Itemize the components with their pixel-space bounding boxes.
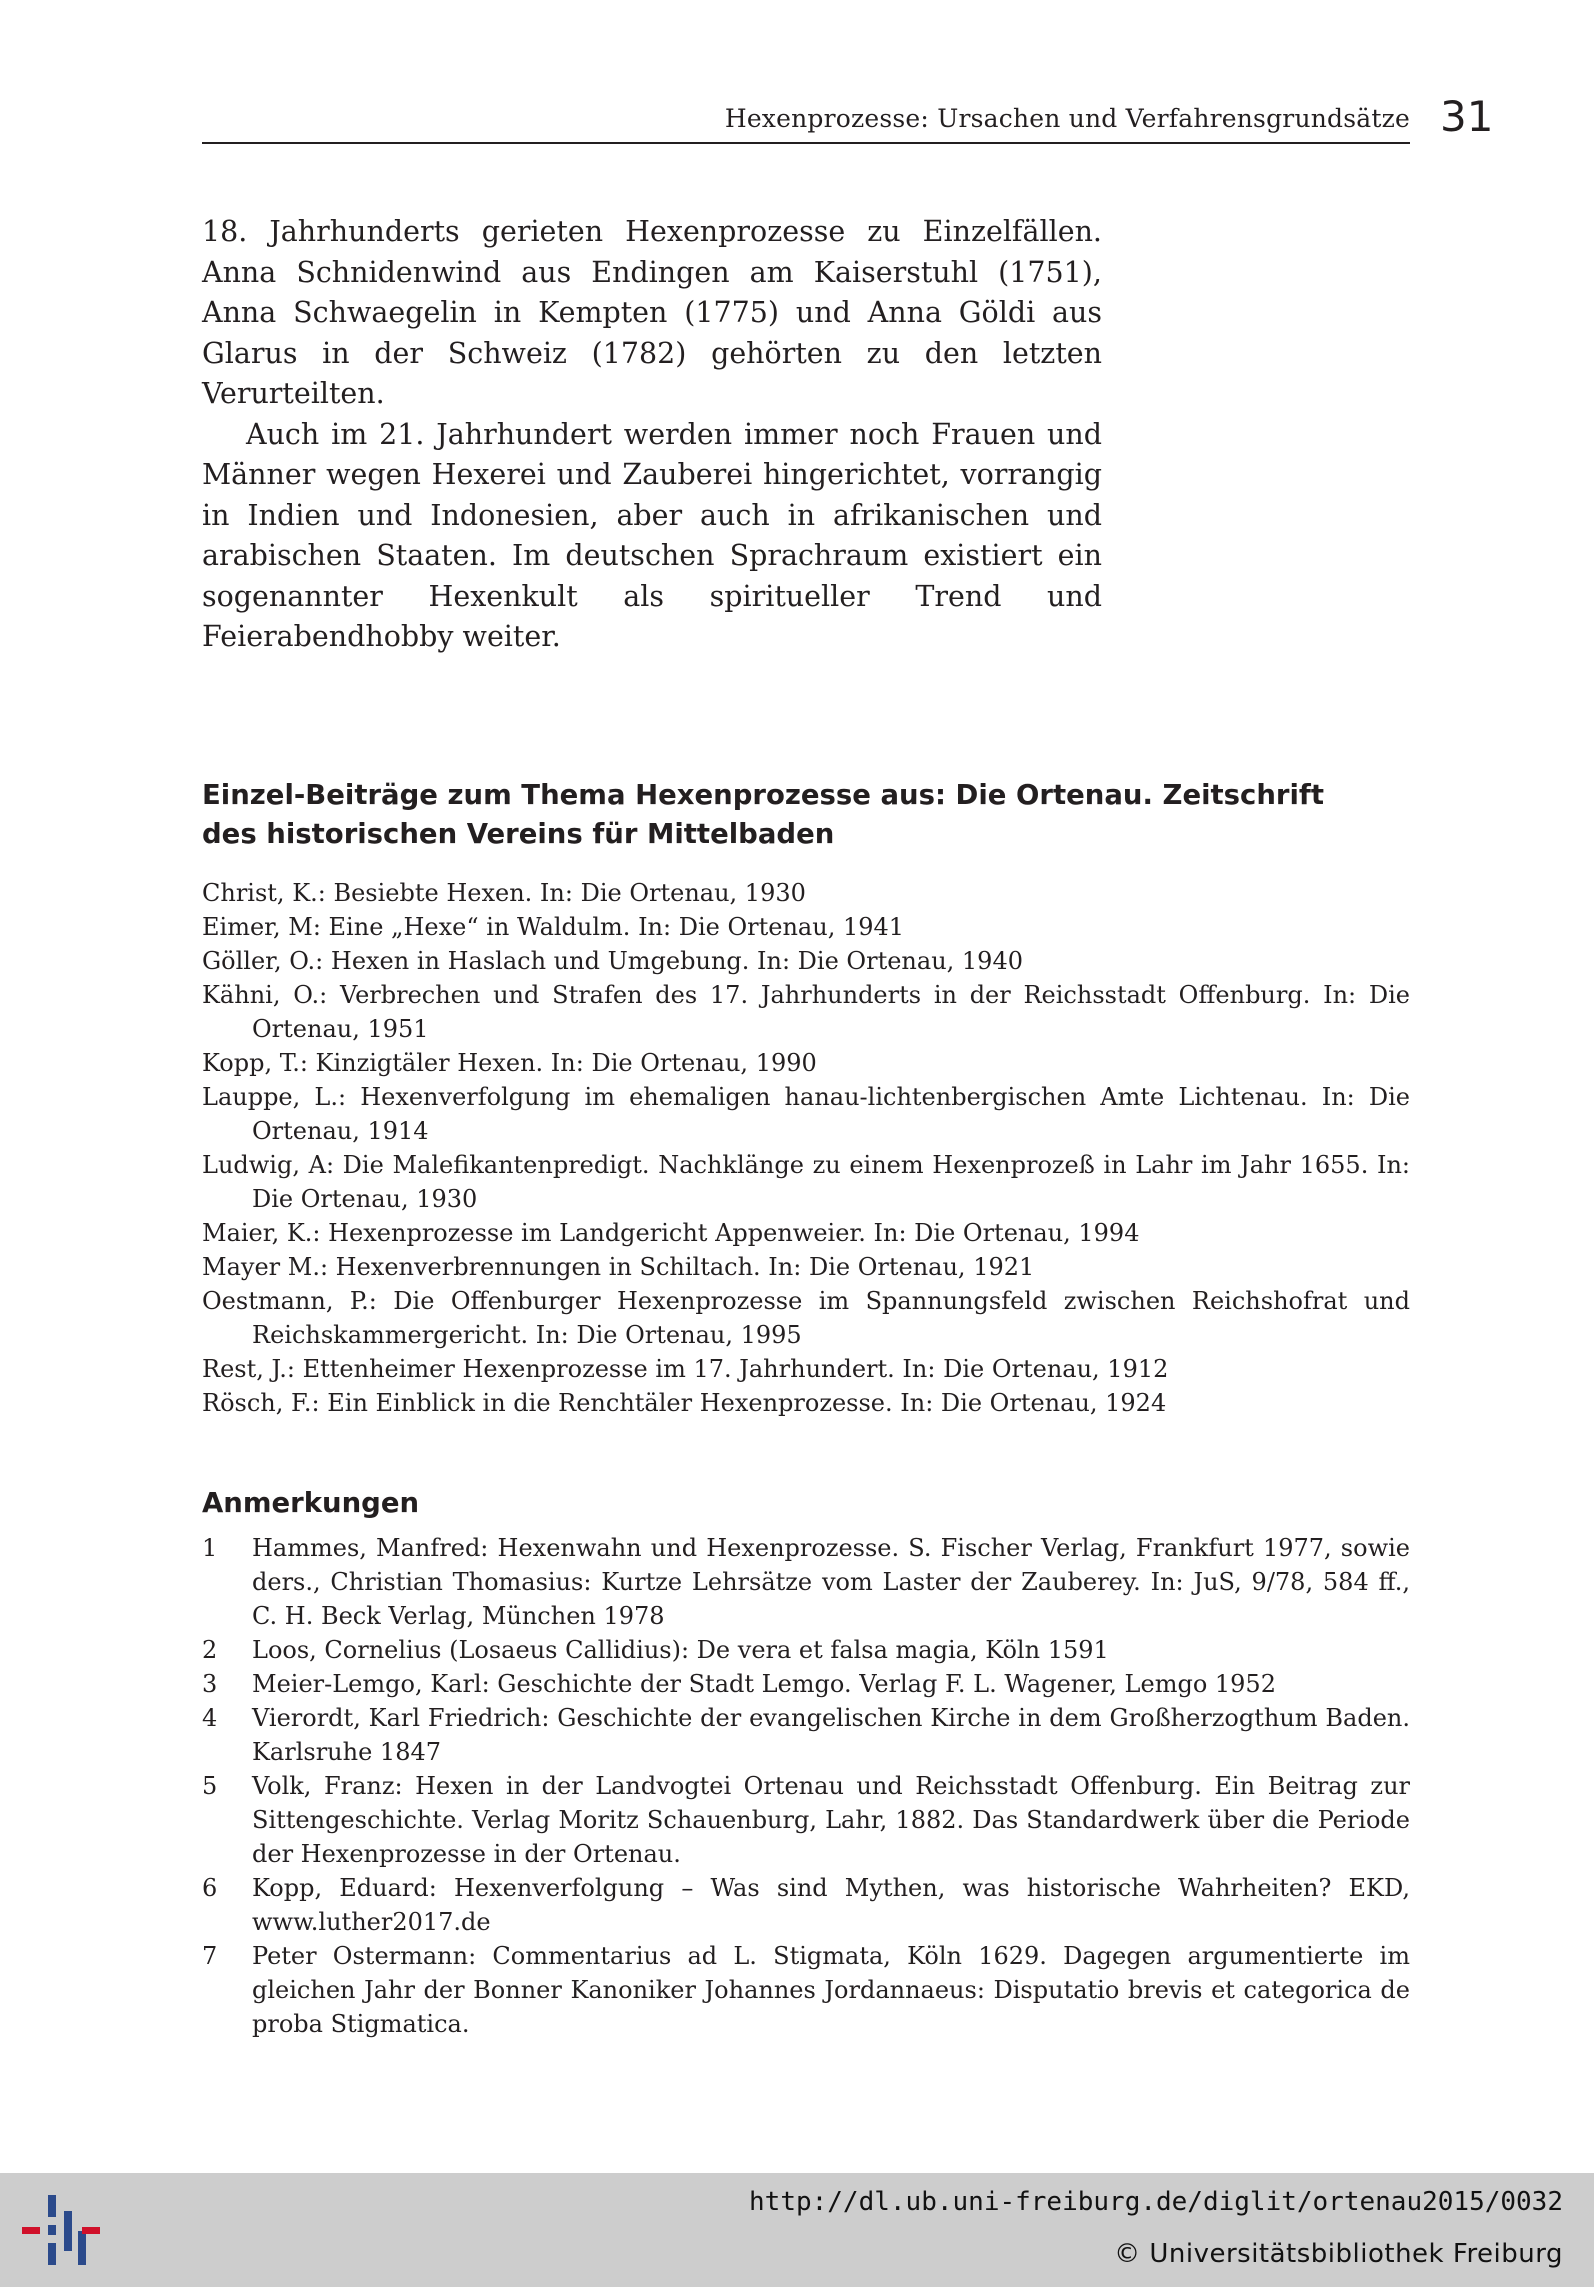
notes-list [202, 1531, 1410, 2041]
body-paragraph: Auch im 21. Jahrhundert werden immer noch Frauen und Männer wegen Hexerei und Zauberei hingerichtet, vorrangig in Indien und Indonesien, aber auch in afrikanischen und arabischen Staaten. Im deutschen Sprachraum existiert ein sogenannter Hexenkult als spiritueller Trend und Feierabendhobby weiter. [202, 417, 1102, 653]
note-number: 3 [202, 1670, 218, 1698]
source-item: Rest, J.: Ettenheimer Hexenprozesse im 17. Jahrhundert. In: Die Ortenau, 1912 [202, 1355, 1169, 1383]
source-item: Eimer, M: Eine „Hexe“ in Waldulm. In: Die Ortenau, 1941 [202, 913, 905, 941]
note-text: Meier-Lemgo, Karl: Geschichte der Stadt Lemgo. Verlag F. L. Wagener, Lemgo 1952 [252, 1670, 1276, 1698]
body-paragraph: 18. Jahrhunderts gerieten Hexenprozesse zu Einzelfällen. Anna Schnidenwind aus Endingen am Kaiserstuhl (1751), Anna Schwaegelin in Kempten (1775) und Anna Göldi aus Glarus in der Schweiz (1782) gehörten zu den letzten Verurteilten. [202, 215, 1102, 410]
note-item [202, 1633, 1410, 1667]
sources-heading: Einzel-Beiträge zum Thema Hexenprozesse aus: Die Ortenau. Zeitschrift des historischen Vereins für Mittelbaden [202, 779, 1325, 850]
note-number: 1 [202, 1534, 218, 1562]
page-number: 31 [1440, 92, 1494, 141]
note-text: Peter Ostermann: Commentarius ad L. Stigmata, Köln 1629. Dagegen argumentierte im gleichen Jahr der Bonner Kanoniker Johannes Jordannaeus: Disputatio brevis et categorica de proba Stigmatica. [252, 1942, 1410, 2038]
footer-url[interactable]: http://dl.ub.uni-freiburg.de/diglit/ortenau2015/0032 [749, 2187, 1563, 2217]
logo-graphic [20, 2191, 104, 2271]
note-item [202, 1667, 1410, 1701]
running-header [202, 96, 1410, 144]
note-item [202, 1939, 1410, 2041]
source-item: Rösch, F.: Ein Einblick in die Renchtäler Hexenprozesse. In: Die Ortenau, 1924 [202, 1389, 1167, 1417]
source-item: Oestmann, P.: Die Offenburger Hexenprozesse im Spannungsfeld zwischen Reichshofrat und Reichskammergericht. In: Die Ortenau, 1995 [202, 1287, 1410, 1349]
note-item [202, 1531, 1410, 1633]
sources-section [202, 776, 1410, 1420]
source-item: Kähni, O.: Verbrechen und Strafen des 17. Jahrhunderts in der Reichsstadt Offenburg. In: Die Ortenau, 1951 [202, 981, 1410, 1043]
note-number: 6 [202, 1874, 218, 1902]
note-item [202, 1701, 1410, 1769]
source-item: Maier, K.: Hexenprozesse im Landgericht Appenweier. In: Die Ortenau, 1994 [202, 1219, 1140, 1247]
sources-list [202, 876, 1410, 1420]
source-item: Göller, O.: Hexen in Haslach und Umgebung. In: Die Ortenau, 1940 [202, 947, 1023, 975]
source-item: Christ, K.: Besiebte Hexen. In: Die Ortenau, 1930 [202, 879, 806, 907]
ub-freiburg-logo-icon [20, 2191, 104, 2275]
note-item [202, 1871, 1410, 1939]
note-text: Vierordt, Karl Friedrich: Geschichte der evangelischen Kirche in dem Großherzogthum Baden. Karlsruhe 1847 [252, 1704, 1410, 1766]
note-item [202, 1769, 1410, 1871]
note-text: Hammes, Manfred: Hexenwahn und Hexenprozesse. S. Fischer Verlag, Frankfurt 1977, sowie ders., Christian Thomasius: Kurtze Lehrsätze vom Laster der Zauberey. In: JuS, 9/78, 584 ff., C. H. Beck Verlag, München 1978 [252, 1534, 1410, 1630]
note-number: 5 [202, 1772, 218, 1800]
source-item: Mayer M.: Hexenverbrennungen in Schiltach. In: Die Ortenau, 1921 [202, 1253, 1035, 1281]
note-number: 4 [202, 1704, 218, 1732]
source-item: Lauppe, L.: Hexenverfolgung im ehemaligen hanau-lichtenbergischen Amte Lichtenau. In: Die Ortenau, 1914 [202, 1083, 1410, 1145]
note-text: Kopp, Eduard: Hexenverfolgung – Was sind Mythen, was historische Wahrheiten? EKD, www.luther2017.de [252, 1874, 1410, 1936]
note-text: Volk, Franz: Hexen in der Landvogtei Ortenau und Reichsstadt Offenburg. Ein Beitrag zur Sittengeschichte. Verlag Moritz Schauenburg, Lahr, 1882. Das Standardwerk über die Periode der Hexenprozesse in der Ortenau. [252, 1772, 1410, 1868]
body-text [202, 212, 1102, 658]
footer-copyright: © Universitätsbibliothek Freiburg [1114, 2239, 1563, 2269]
running-title: Hexenprozesse: Ursachen und Verfahrensgrundsätze [724, 104, 1410, 133]
notes-section [202, 1484, 1410, 2041]
footer-bar [0, 2173, 1594, 2287]
source-item: Ludwig, A: Die Malefikantenpredigt. Nachklänge zu einem Hexenprozeß in Lahr im Jahr 1655. In: Die Ortenau, 1930 [202, 1151, 1410, 1213]
note-text: Loos, Cornelius (Losaeus Callidius): De vera et falsa magia, Köln 1591 [252, 1636, 1109, 1664]
source-item: Kopp, T.: Kinzigtäler Hexen. In: Die Ortenau, 1990 [202, 1049, 817, 1077]
note-number: 7 [202, 1942, 218, 1970]
notes-heading: Anmerkungen [202, 1487, 420, 1519]
note-number: 2 [202, 1636, 218, 1664]
